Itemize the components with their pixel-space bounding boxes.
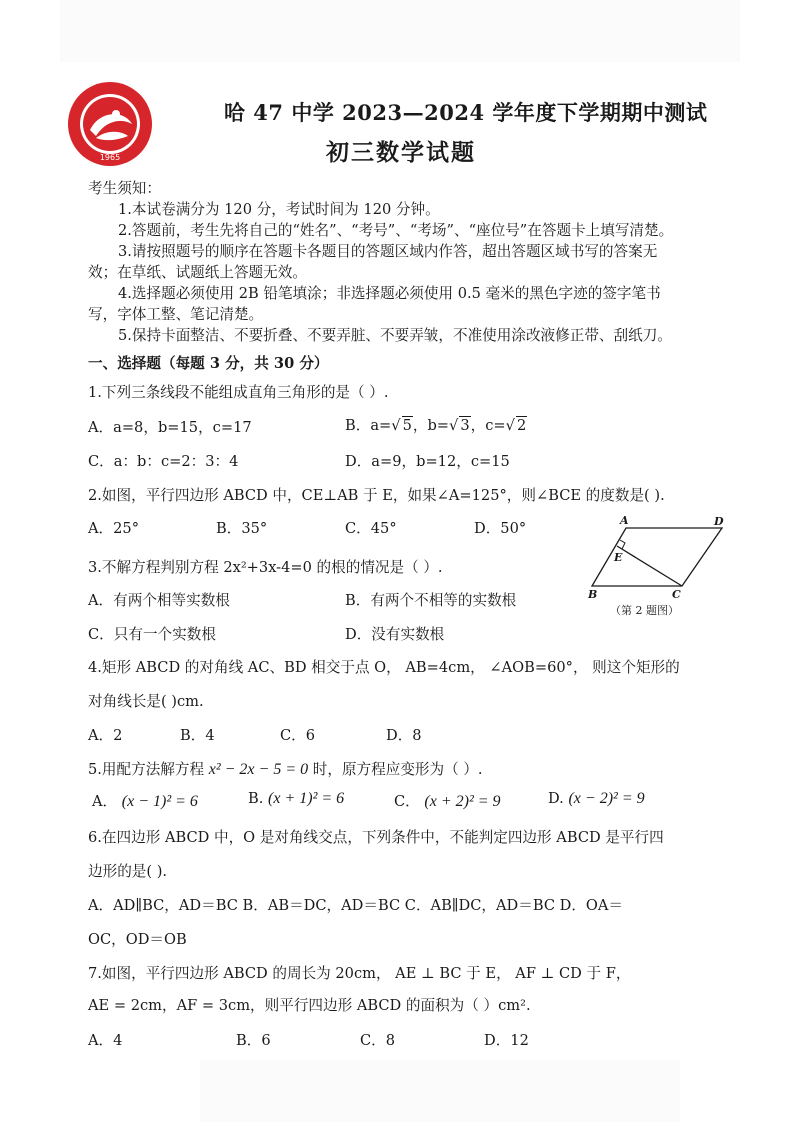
q6-stem-line-2: 边形的是( ).	[88, 863, 168, 880]
q7-option-b: B．6	[236, 1032, 271, 1049]
notice-line-7: 5.保持卡面整洁、不要折叠、不要弄脏、不要弄皱，不准使用涂改液修正带、刮纸刀。	[118, 327, 672, 344]
q4-option-a: A．2	[88, 727, 123, 744]
q1-option-d: D．a=9，b=12，c=15	[345, 453, 510, 470]
q2-option-b: B．35°	[216, 520, 268, 537]
q3-option-b: B．有两个不相等的实数根	[345, 592, 517, 609]
fig-label-c: C	[672, 588, 681, 601]
q1-option-b: B．a=√ 5，b=√ 3，c=√ 2	[345, 417, 527, 434]
subject-title: 初三数学试题	[326, 139, 476, 166]
school-logo	[66, 80, 154, 168]
q6-stem-line-1: 6.在四边形 ABCD 中，O 是对角线交点，下列条件中，不能判定四边形 ABCD 是平行四	[88, 829, 664, 846]
logo-year: 1965	[99, 153, 121, 162]
notice-line-6: 写，字体工整、笔记清楚。	[88, 306, 264, 323]
q1-stem: 1.下列三条线段不能组成直角三角形的是（ ）.	[88, 384, 389, 401]
q3-option-a: A．有两个相等实数根	[88, 592, 230, 609]
q5-option-c: C． (x + 2)² = 9	[394, 793, 501, 810]
q3-stem: 3.不解方程判别方程 2x²+3x-4=0 的根的情况是（ ）.	[88, 559, 443, 576]
q5-equation: x² − 2x − 5 = 0	[208, 761, 309, 778]
q4-option-d: D．8	[386, 727, 422, 744]
q7-option-c: C．8	[360, 1032, 396, 1049]
notice-line-3: 3.请按照题号的顺序在答题卡各题目的答题区域内作答，超出答题区域书写的答案无	[118, 243, 658, 260]
notice-line-5: 4.选择题必须使用 2B 铅笔填涂；非选择题必须使用 0.5 毫米的黑色字迹的签字笔书	[118, 285, 661, 302]
q2-option-a: A．25°	[88, 520, 139, 537]
q7-stem-line-2: AE = 2cm，AF = 3cm，则平行四边形 ABCD 的面积为（ ）cm².	[88, 997, 531, 1014]
q7-option-a: A．4	[88, 1032, 123, 1049]
fig-label-a: A	[620, 514, 629, 527]
notice-line-4: 效；在草纸、试题纸上答题无效。	[88, 264, 307, 281]
q6-options-line-1: A．AD∥BC，AD＝BC B．AB＝DC，AD＝BC C．AB∥DC，AD＝BC D．OA＝	[88, 897, 624, 914]
q2-option-c: C．45°	[345, 520, 397, 537]
fig-caption: （第 2 题图）	[610, 604, 679, 617]
section-heading: 一、选择题（每题 3 分，共 30 分）	[88, 355, 329, 372]
q2-figure	[584, 514, 734, 622]
q7-option-d: D．12	[484, 1032, 529, 1049]
q7-stem-line-1: 7.如图，平行四边形 ABCD 的周长为 20cm， AE ⊥ BC 于 E， AF ⊥ CD 于 F，	[88, 965, 631, 982]
notice-line-1: 1.本试卷满分为 120 分，考试时间为 120 分钟。	[118, 201, 440, 218]
q6-options-line-2: OC，OD＝OB	[88, 931, 187, 948]
q2-stem: 2.如图，平行四边形 ABCD 中，CE⊥AB 于 E，如果∠A=125°，则∠BCE 的度数是( ).	[88, 487, 665, 504]
q2-option-d: D．50°	[474, 520, 527, 537]
q5-option-d: D. (x − 2)² = 9	[548, 790, 645, 807]
q4-option-b: B．4	[180, 727, 215, 744]
q4-stem-line-1: 4.矩形 ABCD 的对角线 AC、BD 相交于点 O， AB=4cm， ∠AOB=60°， 则这个矩形的	[88, 659, 680, 676]
notice-heading: 考生须知：	[88, 180, 161, 197]
q3-option-c: C．只有一个实数根	[88, 626, 216, 643]
q4-option-c: C．6	[280, 727, 316, 744]
fig-label-e: E	[614, 551, 623, 564]
scan-shade-top	[60, 0, 740, 62]
fig-label-d: D	[714, 515, 724, 528]
q5-option-a: A． (x − 1)² = 6	[92, 793, 198, 810]
q4-stem-line-2: 对角线长是( )cm.	[88, 693, 204, 710]
q1-option-a: A．a=8，b=15，c=17	[88, 419, 252, 436]
school-title: 哈 47 中学 2023—2024 学年度下学期期中测试	[224, 100, 708, 125]
q5-stem: 5.用配方法解方程 x² − 2x − 5 = 0 时，原方程应变形为（ ）.	[88, 761, 483, 778]
fig-label-b: B	[588, 588, 598, 601]
scan-shade-bottom	[200, 1060, 680, 1122]
notice-line-2: 2.答题前，考生先将自己的“姓名”、“考号”、“考场”、“座位号”在答题卡上填写清楚。	[118, 222, 674, 239]
q1-option-c: C．a：b：c=2：3：4	[88, 453, 239, 470]
q5-option-b: B. (x + 1)² = 6	[248, 790, 345, 807]
q3-option-d: D．没有实数根	[345, 626, 445, 643]
